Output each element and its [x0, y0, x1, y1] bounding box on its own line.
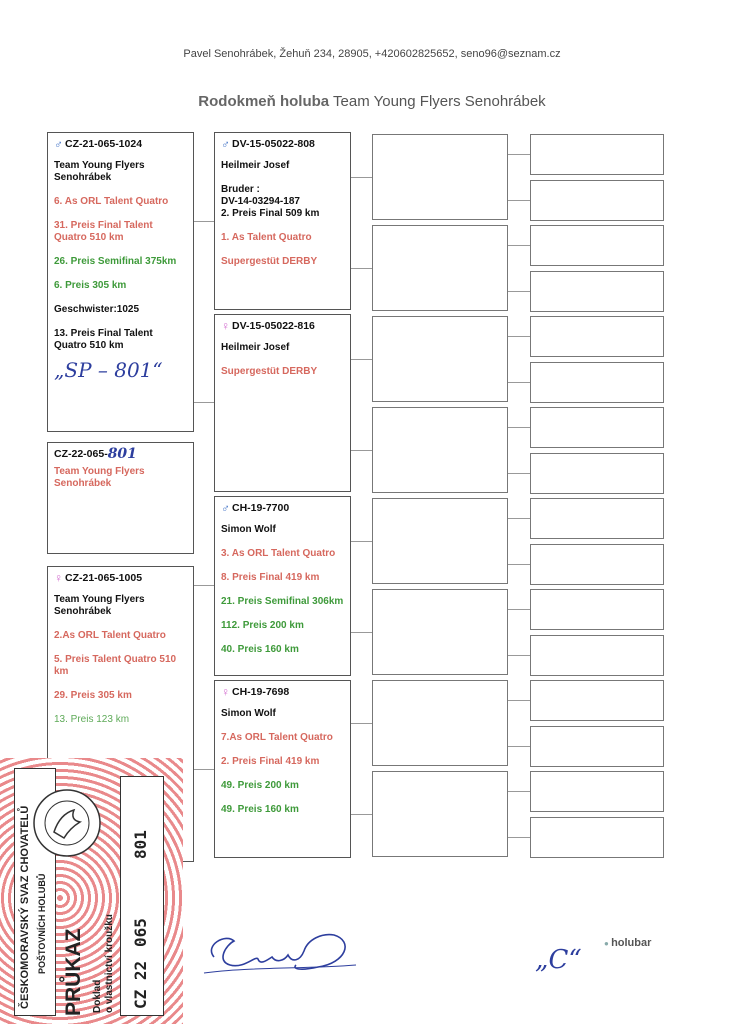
- connector-line: [194, 585, 214, 586]
- result-line: 21. Preis Semifinal 306km: [221, 596, 344, 607]
- empty-ancestor-box: [372, 498, 508, 584]
- connector-line: [351, 632, 372, 633]
- connector-line: [351, 268, 372, 269]
- grandparent-results: [221, 732, 344, 816]
- title-prefix: Rodokmeň holuba: [198, 93, 330, 110]
- handwritten-note: „SP – 801“: [54, 358, 163, 382]
- grandparent-breeder: Simon Wolf: [221, 524, 276, 535]
- result-line: 112. Preis 200 km: [221, 620, 304, 631]
- subject-card: [47, 442, 194, 554]
- result-line: 3. As ORL Talent Quatro: [221, 548, 336, 559]
- father-ring: CZ-21-065-1024: [65, 138, 143, 150]
- signature-icon: [196, 915, 366, 985]
- result-line: 2. Preis Final 509 km: [221, 208, 320, 219]
- empty-ancestor-box: [372, 407, 508, 493]
- connector-line: [508, 382, 530, 383]
- result-line: 29. Preis 305 km: [54, 690, 132, 701]
- empty-ancestor-box: [530, 316, 664, 357]
- result-line: 5. Preis Talent Quatro 510 km: [54, 654, 177, 677]
- female-symbol-icon: ♀: [221, 685, 230, 699]
- result-line: 1. As Talent Quatro: [221, 232, 312, 243]
- stamp-ring-org: 065: [131, 918, 150, 947]
- grandparent-breeder: Heilmeir Josef: [221, 160, 290, 171]
- female-symbol-icon: ♀: [54, 571, 63, 585]
- stamp-logo-icon: [30, 786, 104, 860]
- result-line: 49. Preis 200 km: [221, 780, 299, 791]
- result-line: DV-14-03294-187: [221, 196, 300, 207]
- empty-ancestor-box: [530, 453, 664, 494]
- grandparent-breeder: Heilmeir Josef: [221, 342, 290, 353]
- grandparent-card: [214, 314, 351, 492]
- result-line: Supergestüt DERBY: [221, 256, 318, 267]
- male-symbol-icon: ♂: [221, 137, 230, 151]
- result-line: 13. Preis 123 km: [54, 714, 130, 725]
- stamp-doc1: Doklad: [92, 979, 103, 1013]
- connector-line: [508, 154, 530, 155]
- mother-results: [54, 630, 187, 726]
- female-symbol-icon: ♀: [221, 319, 230, 333]
- result-line: 7.As ORL Talent Quatro: [221, 732, 333, 743]
- empty-ancestor-box: [530, 362, 664, 403]
- connector-line: [508, 837, 530, 838]
- page-title: [0, 93, 744, 110]
- empty-ancestor-box: [530, 180, 664, 221]
- connector-line: [508, 655, 530, 656]
- grandparent-breeder: Simon Wolf: [221, 708, 276, 719]
- grandparent-results: [221, 366, 344, 378]
- grandparent-card: [214, 132, 351, 310]
- empty-ancestor-box: [530, 407, 664, 448]
- connector-line: [508, 427, 530, 428]
- stamp-org: ČESKOMORAVSKÝ SVAZ CHOVATELŮ: [19, 805, 31, 1009]
- grandparent-ring: CH-19-7700: [232, 502, 290, 514]
- empty-ancestor-box: [530, 134, 664, 175]
- connector-line: [194, 769, 214, 770]
- stamp-ring-panel: [120, 776, 164, 1016]
- connector-line: [508, 245, 530, 246]
- mother-ring: CZ-21-065-1005: [65, 572, 143, 584]
- brand-logo: [604, 937, 651, 949]
- father-breeder: Team Young Flyers Senohrábek: [54, 160, 145, 183]
- connector-line: [351, 814, 372, 815]
- subject-breeder: Team Young Flyers Senohrábek: [54, 466, 145, 489]
- grandparent-ring: CH-19-7698: [232, 686, 290, 698]
- empty-ancestor-box: [530, 771, 664, 812]
- male-symbol-icon: ♂: [221, 501, 230, 515]
- subject-ring: CZ-22-065-: [54, 448, 108, 460]
- mother-breeder: Team Young Flyers Senohrábek: [54, 594, 145, 617]
- empty-ancestor-box: [530, 589, 664, 630]
- connector-line: [508, 791, 530, 792]
- result-line: 49. Preis 160 km: [221, 804, 299, 815]
- result-line: Supergestüt DERBY: [221, 366, 318, 377]
- father-results: [54, 196, 187, 352]
- grandparent-card: [214, 680, 351, 858]
- result-line: 8. Preis Final 419 km: [221, 572, 320, 583]
- empty-ancestor-box: [372, 589, 508, 675]
- connector-line: [508, 200, 530, 201]
- footer-mark: „C“: [535, 945, 582, 975]
- stamp-ring-no: 801: [131, 830, 150, 859]
- result-line: 2. Preis Final 419 km: [221, 756, 320, 767]
- empty-ancestor-box: [530, 680, 664, 721]
- title-name: Team Young Flyers Senohrábek: [333, 93, 546, 110]
- contact-header: Pavel Senohrábek, Žehuň 234, 28905, +420602825652, seno96@seznam.cz: [183, 48, 561, 60]
- connector-line: [508, 336, 530, 337]
- empty-ancestor-box: [372, 680, 508, 766]
- empty-ancestor-box: [372, 134, 508, 220]
- empty-ancestor-box: [530, 726, 664, 767]
- result-line: Geschwister:1025: [54, 304, 140, 315]
- grandparent-results: [221, 548, 344, 656]
- male-symbol-icon: ♂: [54, 137, 63, 151]
- result-line: 6. Preis 305 km: [54, 280, 127, 291]
- result-line: 6. As ORL Talent Quatro: [54, 196, 169, 207]
- stamp-doc2: o vlastnictví kroužku: [104, 914, 115, 1013]
- empty-ancestor-box: [530, 225, 664, 266]
- brand-name: holubar: [611, 937, 652, 949]
- result-line: 31. Preis Final Talent Quatro 510 km: [54, 220, 153, 243]
- empty-ancestor-box: [530, 817, 664, 858]
- connector-line: [351, 450, 372, 451]
- result-line: Bruder :: [221, 184, 260, 195]
- stamp-org2: POŠTOVNÍCH HOLUBŮ: [37, 873, 47, 974]
- result-line: 40. Preis 160 km: [221, 644, 299, 655]
- father-card: [47, 132, 194, 432]
- empty-ancestor-box: [530, 635, 664, 676]
- connector-line: [351, 177, 372, 178]
- ring-certificate-stamp: [0, 758, 183, 1024]
- connector-line: [194, 402, 214, 403]
- connector-line: [508, 746, 530, 747]
- grandparent-results: [221, 184, 344, 268]
- stamp-title: PRŮKAZ: [62, 928, 85, 1016]
- connector-line: [508, 564, 530, 565]
- empty-ancestor-box: [372, 771, 508, 857]
- grandparent-ring: DV-15-05022-808: [232, 138, 315, 150]
- grandparent-card: [214, 496, 351, 676]
- empty-ancestor-box: [530, 498, 664, 539]
- empty-ancestor-box: [372, 316, 508, 402]
- connector-line: [508, 609, 530, 610]
- result-line: 2.As ORL Talent Quatro: [54, 630, 166, 641]
- stamp-ring-cz: CZ 22: [131, 960, 150, 1009]
- result-line: 26. Preis Semifinal 375km: [54, 256, 177, 267]
- connector-line: [351, 541, 372, 542]
- result-line: 13. Preis Final Talent Quatro 510 km: [54, 328, 153, 351]
- connector-line: [194, 221, 214, 222]
- empty-ancestor-box: [372, 225, 508, 311]
- connector-line: [508, 700, 530, 701]
- connector-line: [508, 518, 530, 519]
- empty-ancestor-box: [530, 271, 664, 312]
- connector-line: [351, 723, 372, 724]
- brand-dot-icon: ●: [604, 939, 612, 948]
- empty-ancestor-box: [530, 544, 664, 585]
- connector-line: [351, 359, 372, 360]
- subject-ring-handwritten: 801: [107, 446, 137, 462]
- connector-line: [508, 291, 530, 292]
- grandparent-ring: DV-15-05022-816: [232, 320, 315, 332]
- connector-line: [508, 473, 530, 474]
